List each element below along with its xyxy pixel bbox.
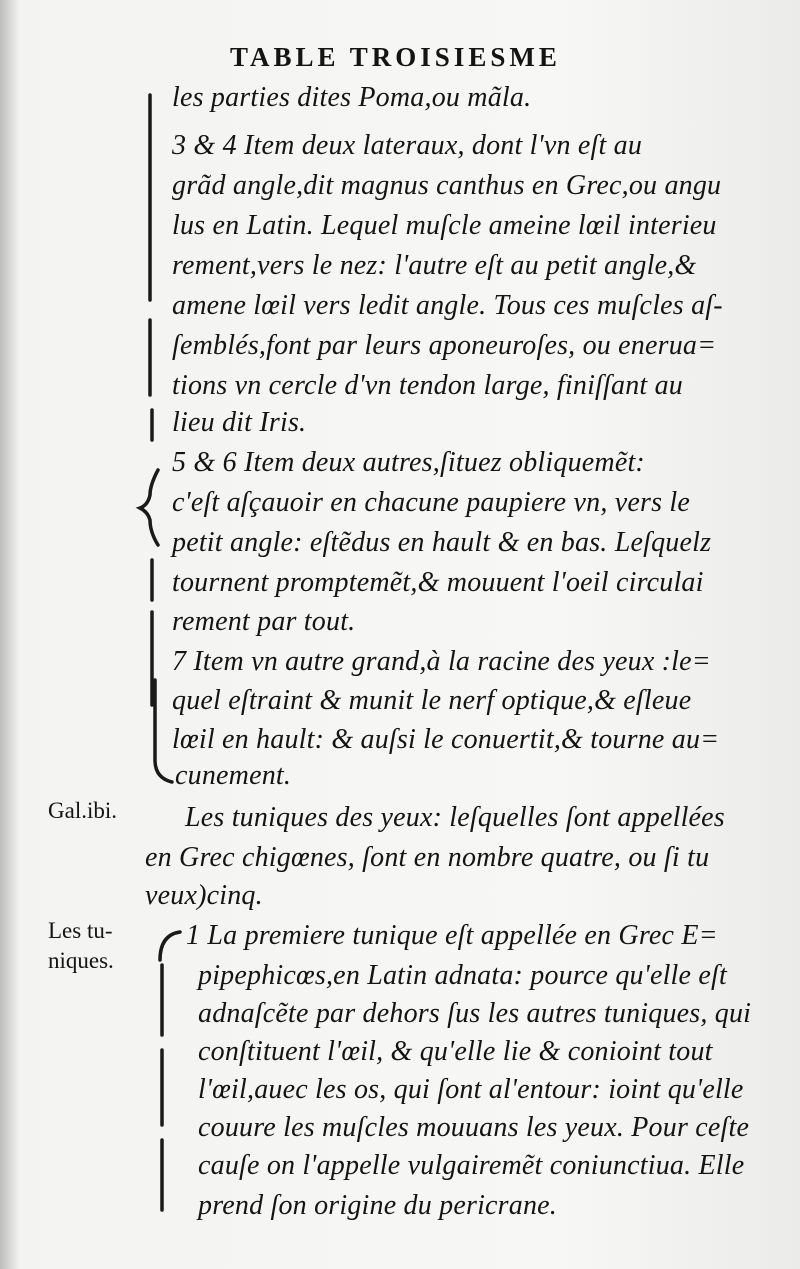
text-line: c'eſt aſçauoir en chacune paupiere vn, vers le bbox=[172, 487, 690, 518]
text-line: les parties dites Poma,ou mãla. bbox=[172, 82, 532, 113]
text-line: Les tuniques des yeux: leſquelles ſont appellées bbox=[185, 802, 725, 833]
bracket-tuniques-top bbox=[160, 932, 180, 960]
margin-note-tuniques-2: niques. bbox=[48, 948, 114, 973]
margin-note-galien: Gal.ibi. bbox=[48, 798, 117, 823]
text-line: petit angle: eſtẽdus en hault & en bas. Leſquelz bbox=[172, 527, 712, 558]
text-line: veux)cinq. bbox=[145, 880, 263, 911]
text-line: en Grec chigœnes, ſont en nombre quatre, ou ſi tu bbox=[145, 842, 710, 873]
text-line: conſtituent l'œil, & qu'elle lie & conioint tout bbox=[198, 1036, 713, 1067]
text-line: grãd angle,dit magnus canthus en Grec,ou angu bbox=[172, 170, 722, 201]
text-line: lus en Latin. Lequel muſcle ameine lœil interieu bbox=[172, 210, 717, 241]
text-line: cunement. bbox=[175, 760, 292, 791]
text-line: lieu dit Iris. bbox=[172, 407, 307, 438]
text-line: lœil en hault: & auſsi le conuertit,& tourne au= bbox=[172, 724, 720, 755]
text-line: adnaſcẽte par dehors ſus les autres tuniques, qui bbox=[198, 998, 752, 1029]
text-line: rement,vers le nez: l'autre eſt au petit angle,& bbox=[172, 250, 697, 281]
running-title: TABLE TROISIESME bbox=[230, 42, 561, 72]
text-line: 7 Item vn autre grand,à la racine des yeux :le= bbox=[172, 646, 711, 677]
text-line: ſemblés,font par leurs aponeuroſes, ou enerua= bbox=[172, 330, 717, 361]
text-line: quel eſtraint & munit le nerf optique,& eſleue bbox=[172, 685, 692, 716]
brace-oblique bbox=[140, 470, 158, 545]
text-line: couure les muſcles mouuans les yeux. Pour ceſte bbox=[198, 1112, 750, 1143]
text-line: 3 & 4 Item deux lateraux, dont l'vn eſt au bbox=[172, 130, 643, 161]
bracket-muscles-6 bbox=[155, 680, 172, 782]
margin-note-tuniques-1: Les tu- bbox=[48, 918, 113, 943]
text-line: cauſe on l'appelle vulgairemẽt coniunctiua. Elle bbox=[198, 1150, 745, 1181]
text-line: l'œil,auec les os, qui ſont al'entour: ioint qu'elle bbox=[198, 1074, 744, 1105]
text-line: 5 & 6 Item deux autres,ſituez obliquemẽt: bbox=[172, 447, 645, 478]
text-line: tournent promptemẽt,& mouuent l'oeil circulai bbox=[172, 567, 704, 598]
text-line: 1 La premiere tunique eſt appellée en Grec E= bbox=[186, 920, 718, 951]
text-line: prend ſon origine du pericrane. bbox=[198, 1190, 558, 1221]
text-line: rement par tout. bbox=[172, 606, 356, 637]
text-line: pipephicœs,en Latin adnata: pource qu'elle eſt bbox=[198, 960, 727, 991]
text-line: tions vn cercle d'vn tendon large, finiſſant au bbox=[172, 370, 683, 401]
text-line: amene lœil vers ledit angle. Tous ces muſcles aſ- bbox=[172, 290, 723, 321]
